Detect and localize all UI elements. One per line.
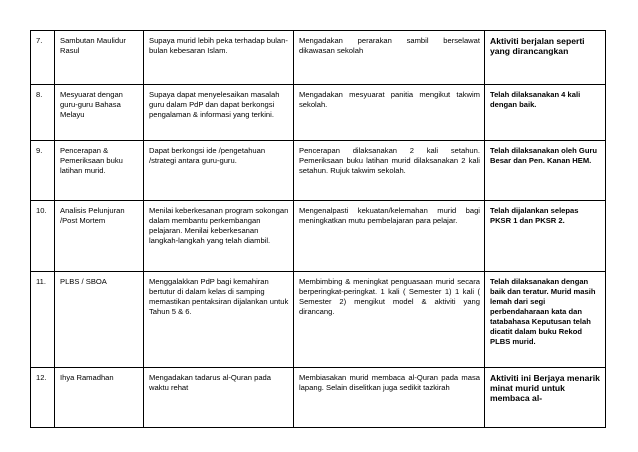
- program-impact: Telah dilaksanakan dengan baik dan teratur. Murid masih lemah dari segi perbendaharaan kata dan tatabahasa Keputusan telah dicatit dalam buku Rekod PLBS murid.: [485, 272, 606, 368]
- program-activity: Mengadakan perarakan sambil berselawat dikawasan sekolah: [294, 31, 485, 85]
- program-impact: Aktiviti berjalan seperti yang dirancangkan: [485, 31, 606, 85]
- program-objective: Mengadakan tadarus al-Quran pada waktu rehat: [144, 368, 294, 428]
- table-row: [31, 272, 606, 368]
- report-page: [30, 30, 605, 428]
- program-objective: Supaya murid lebih peka terhadap bulan-bulan kebesaran Islam.: [144, 31, 294, 85]
- program-objective: Dapat berkongsi ide /pengetahuan /strategi antara guru-guru.: [144, 141, 294, 201]
- program-objective: Menggalakkan PdP bagi kemahiran bertutur di dalam kelas di samping memastikan pentaksiran dijalankan untuk Tahun 5 & 6.: [144, 272, 294, 368]
- row-number: 9.: [31, 141, 55, 201]
- table-row: [31, 85, 606, 141]
- program-activity: Mengenalpasti kekuatan/kelemahan murid bagi meningkatkan mutu pembelajaran para pelajar.: [294, 201, 485, 272]
- program-objective: Supaya dapat menyelesaikan masalah guru dalam PdP dan dapat berkongsi pengalaman & informasi yang terkini.: [144, 85, 294, 141]
- program-name: Mesyuarat dengan guru-guru Bahasa Melayu: [55, 85, 144, 141]
- program-activity: Membiasakan murid membaca al-Quran pada masa lapang. Selain diselitkan juga sedikit tazkirah: [294, 368, 485, 428]
- program-activity: Membimbing & meningkat penguasaan murid secara berperingkat-peringkat. 1 kali ( Semester 1) 1 kali ( Semester 2) mengikut model & aktiviti yang dirancang.: [294, 272, 485, 368]
- program-name: Pencerapan & Pemeriksaan buku latihan murid.: [55, 141, 144, 201]
- program-name: Sambutan Maulidur Rasul: [55, 31, 144, 85]
- row-number: 10.: [31, 201, 55, 272]
- program-impact: Telah dilaksanakan 4 kali dengan baik.: [485, 85, 606, 141]
- program-name: PLBS / SBOA: [55, 272, 144, 368]
- row-number: 11.: [31, 272, 55, 368]
- row-number: 12.: [31, 368, 55, 428]
- program-impact: Telah dijalankan selepas PKSR 1 dan PKSR 2.: [485, 201, 606, 272]
- program-name: Ihya Ramadhan: [55, 368, 144, 428]
- program-activity: Mengadakan mesyuarat panitia mengikut takwim sekolah.: [294, 85, 485, 141]
- program-name: Analisis Pelunjuran /Post Mortem: [55, 201, 144, 272]
- table-row: [31, 31, 606, 85]
- row-number: 8.: [31, 85, 55, 141]
- program-activity: Pencerapan dilaksanakan 2 kali setahun. Pemeriksaan buku latihan murid dilaksanakan 2 kali setahun. Rujuk takwim sekolah.: [294, 141, 485, 201]
- program-report-table: [30, 30, 606, 428]
- program-impact: Telah dilaksanakan oleh Guru Besar dan Pen. Kanan HEM.: [485, 141, 606, 201]
- program-impact: Aktiviti ini Berjaya menarik minat murid untuk membaca al-: [485, 368, 606, 428]
- table-row: [31, 141, 606, 201]
- table-row: [31, 201, 606, 272]
- program-objective: Menilai keberkesanan program sokongan dalam membantu perkembangan pelajaran. Menilai keberkesanan langkah-langkah yang telah diambil.: [144, 201, 294, 272]
- row-number: 7.: [31, 31, 55, 85]
- table-row: [31, 368, 606, 428]
